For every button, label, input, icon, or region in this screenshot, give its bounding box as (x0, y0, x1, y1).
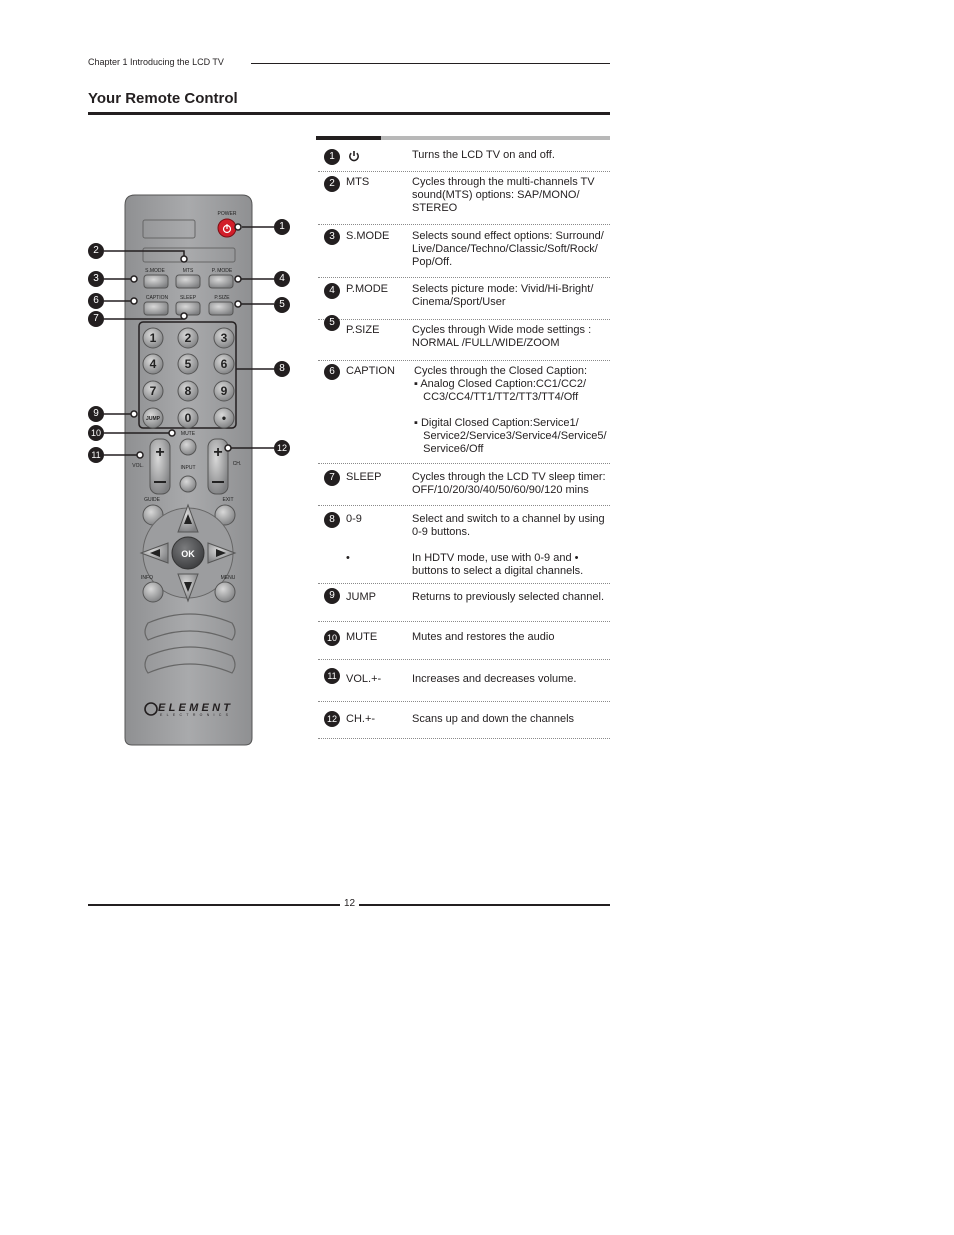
description-line: Cycles through Wide mode settings : (412, 324, 592, 336)
row-button-name: SLEEP (346, 471, 382, 483)
svg-text:ELEMENT: ELEMENT (158, 702, 230, 714)
digit-label: 2 (184, 331, 192, 345)
description-line: Service2/Service3/Service4/Service5/ (414, 430, 607, 442)
digit-label: JUMP (146, 416, 160, 422)
svg-text:ELECTRONICS: ELECTRONICS (160, 713, 228, 717)
row-button-name: CH.+- (346, 713, 376, 725)
digit-label: 9 (220, 384, 228, 398)
input-button (180, 476, 196, 492)
table-row (318, 505, 610, 584)
digit-label: 7 (149, 384, 157, 398)
power-label: POWER (217, 211, 237, 217)
row-description-secondary (412, 552, 608, 578)
smode-label: S.MODE (145, 268, 165, 274)
description-line: Live/Dance/Techno/Classic/Soft/Rock/ (412, 243, 598, 255)
guide-label: GUIDE (144, 497, 160, 503)
description-line: Pop/Off. (412, 256, 453, 268)
table-row (318, 659, 610, 702)
table-header-accent (316, 136, 381, 140)
row-description (412, 324, 608, 350)
description-line: Selects sound effect options: Surround/ (412, 230, 604, 242)
row-number-badge: 8 (324, 512, 340, 528)
row-button-name: CAPTION (346, 365, 395, 377)
info-label: INFO (141, 575, 153, 581)
description-line: In HDTV mode, use with 0-9 and • (412, 552, 579, 564)
digit-label: 1 (149, 331, 157, 345)
row-number-badge: 2 (324, 176, 340, 192)
pmode-label: P. MODE (211, 268, 233, 274)
callout-2: 2 (88, 243, 104, 259)
description-line: NORMAL /FULL/WIDE/ZOOM (412, 337, 560, 349)
table-row (318, 319, 610, 361)
footer-rule-left (88, 904, 340, 906)
description-line: Service6/Off (414, 443, 484, 455)
row-description (412, 713, 608, 726)
mts-button (176, 275, 200, 288)
description-line: Increases and decreases volume. (412, 673, 577, 685)
row-description (412, 149, 608, 162)
table-row (318, 171, 610, 225)
description-line: Mutes and restores the audio (412, 631, 555, 643)
callout-1: 1 (274, 219, 290, 235)
description-line: Selects picture mode: Vivid/Hi-Bright/ (412, 283, 594, 295)
description-line: Cycles through the multi-channels TV (412, 176, 595, 188)
table-row (318, 142, 610, 172)
pmode-button (209, 275, 233, 288)
table-row (318, 224, 610, 278)
description-line: Returns to previously selected channel. (412, 591, 604, 603)
mute-label: MUTE (180, 431, 196, 437)
row-description (412, 471, 608, 497)
row-description (412, 631, 608, 644)
ok-label: OK (181, 549, 195, 559)
page-number: 12 (343, 898, 356, 909)
row-number-badge: 6 (324, 364, 340, 380)
table-row (318, 277, 610, 320)
description-line: sound(MTS) options: SAP/MONO/ (412, 189, 580, 201)
remote-illustration (85, 190, 300, 750)
mute-button (180, 439, 196, 455)
digit-label: 0 (184, 411, 192, 425)
callout-9: 9 (88, 406, 104, 422)
digit-label: 5 (184, 357, 192, 371)
row-button-name: P.SIZE (346, 324, 380, 336)
page-title: Your Remote Control (88, 90, 238, 107)
table-row (318, 621, 610, 660)
callout-6: 6 (88, 293, 104, 309)
description-line: Cycles through the LCD TV sleep timer: (412, 471, 606, 483)
chapter-header: Chapter 1 Introducing the LCD TV (88, 57, 224, 67)
row-number-badge: 7 (324, 470, 340, 486)
caption-label: CAPTION (145, 295, 169, 301)
row-button-name: MTS (346, 176, 370, 188)
row-button-name: VOL.+- (346, 673, 382, 685)
description-line: Scans up and down the channels (412, 713, 575, 725)
menu-label: MENU (220, 575, 236, 581)
row-button-name-secondary: • (346, 552, 350, 564)
smode-button (144, 275, 168, 288)
description-line: Select and switch to a channel by using (412, 513, 605, 525)
row-number-badge: 3 (324, 229, 340, 245)
psize-button (209, 302, 233, 315)
table-row (318, 701, 610, 739)
digit-label: • (221, 411, 227, 425)
callout-8: 8 (274, 361, 290, 377)
menu-button (215, 582, 235, 602)
callout-11: 11 (88, 447, 104, 463)
footer-rule-right (359, 904, 610, 906)
row-button-name: S.MODE (346, 230, 390, 242)
row-number-badge: 1 (324, 149, 340, 165)
mts-label: MTS (182, 268, 194, 274)
psize-label: P.SIZE (214, 295, 230, 301)
row-description (412, 513, 608, 539)
table-row (318, 463, 610, 506)
description-line (414, 404, 610, 417)
row-number-badge: 4 (324, 283, 340, 299)
row-description (412, 176, 608, 215)
digit-label: 4 (149, 357, 157, 371)
row-description (414, 365, 610, 456)
input-label: INPUT (180, 465, 196, 471)
description-line: CC3/CC4/TT1/TT2/TT3/TT4/Off (414, 391, 579, 403)
description-line: ▪ Analog Closed Caption:CC1/CC2/ (414, 378, 587, 390)
vol-label: VOL. (132, 463, 144, 469)
header-rule (251, 63, 610, 64)
digit-label: 6 (220, 357, 228, 371)
description-line: buttons to select a digital channels. (412, 565, 584, 577)
sleep-button (176, 302, 200, 315)
description-line: OFF/10/20/30/40/50/60/90/120 mins (412, 484, 589, 496)
description-line: STEREO (412, 202, 458, 214)
ch-label: CH. (232, 461, 242, 467)
description-line: Cycles through the Closed Caption: (414, 365, 588, 377)
table-row (318, 360, 610, 464)
info-button (143, 582, 163, 602)
row-button-name: MUTE (346, 631, 378, 643)
caption-button (144, 302, 168, 315)
description-line: 0-9 buttons. (412, 526, 471, 538)
row-button-name: JUMP (346, 591, 376, 603)
row-button-name: 0-9 (346, 513, 362, 525)
description-line: Cinema/Sport/User (412, 296, 506, 308)
callout-10: 10 (88, 425, 104, 441)
callout-3: 3 (88, 271, 104, 287)
exit-label: EXIT (222, 497, 234, 503)
callout-5: 5 (274, 297, 290, 313)
row-number-badge: 12 (324, 711, 340, 727)
description-line: ▪ Digital Closed Caption:Service1/ (414, 417, 579, 429)
title-rule (88, 112, 610, 115)
row-number-badge: 5 (324, 315, 340, 331)
digit-label: 3 (220, 331, 228, 345)
row-button-name: P.MODE (346, 283, 388, 295)
callout-4: 4 (274, 271, 290, 287)
table-row (318, 583, 610, 622)
row-description (412, 230, 608, 269)
row-number-badge: 11 (324, 668, 340, 684)
callout-12: 12 (274, 440, 290, 456)
row-number-badge: 9 (324, 588, 340, 604)
svg-text:+: + (213, 444, 223, 461)
description-line: Turns the LCD TV on and off. (412, 149, 555, 161)
sleep-label: SLEEP (179, 295, 197, 301)
row-description (412, 283, 608, 309)
row-number-badge: 10 (324, 630, 340, 646)
callout-7: 7 (88, 311, 104, 327)
power-icon (348, 150, 360, 162)
svg-text:+: + (155, 444, 165, 461)
row-description (412, 673, 608, 686)
row-description (412, 591, 608, 604)
digit-label: 8 (184, 384, 192, 398)
